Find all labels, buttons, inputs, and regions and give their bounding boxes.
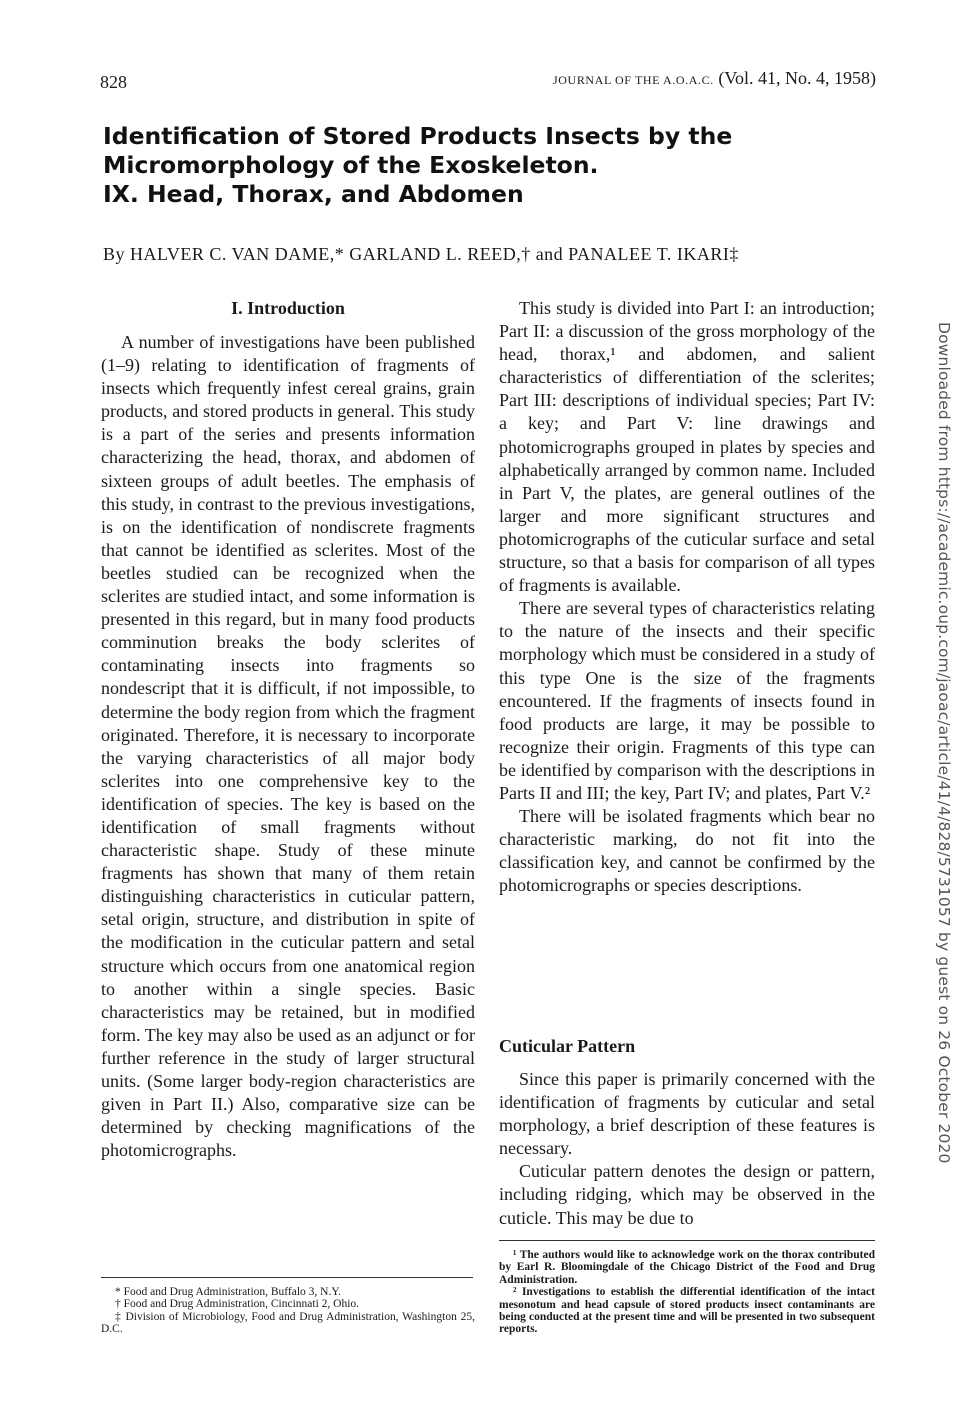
footnote-1: ¹ The authors would like to acknowledge work on the thorax contributed by Earl R. Bloomingdale of the Chicago District of the Food and Drug Administration.: [499, 1249, 875, 1286]
author-line: By HALVER C. VAN DAME,* GARLAND L. REED,† and PANALEE T. IKARI‡: [103, 244, 739, 264]
title-line-1: Identification of Stored Products Insects by the: [103, 122, 733, 150]
section-heading-cuticular-pattern: Cuticular Pattern: [499, 1036, 636, 1056]
footnote-affiliation-1: * Food and Drug Administration, Buffalo 3, N.Y.: [115, 1286, 342, 1298]
footnote-divider-right: [499, 1240, 875, 1241]
footnote-2: ² Investigations to establish the differential identification of the intact mesonotum and head capsule of stored products insect contaminants are being conducted at the present time and will be presented in two subsequent reports.: [499, 1286, 875, 1336]
footnotes: [499, 1249, 875, 1336]
download-watermark-text: Downloaded from https://academic.oup.com/jaoac/article/41/4/828/5731057 by guest on 26 October 2020: [935, 322, 953, 1164]
article-title: [103, 122, 863, 209]
issue-info: (Vol. 41, No. 4, 1958): [718, 68, 876, 88]
title-line-2: Micromorphology of the Exoskeleton.: [103, 151, 599, 179]
left-column: [101, 331, 475, 1162]
intro-paragraph: A number of investigations have been published (1–9) relating to identification of fragments of insects which frequently infest cereal grains, grain products, and stored products in general. This study is a part of the series and presents information characterizing the head, thorax, and abdomen of sixteen groups of adult beetles. The emphasis of this study, in contrast to the previous investigations, is on the identification of nondiscrete fragments that cannot be identified as sclerites. Most of the beetles studied can be recognized when the sclerites are studied intact, and some information is presented in this regard, but in many food products comminution breaks the body sclerites of contaminating insects into fragments so nondescript that it is difficult, if not impossible, to determine the body region from which the fragment originated. Therefore, it is necessary to incorporate the varying characteristics of all major body sclerites into one comprehensive key to the identification of species. The key is based on the identification of small fragments without characteristic shape. Study of these minute fragments has shown that many of them retain distinguishing characteristics in cuticular pattern, setal origin, structure, and distribution in spite of the modification in the cuticular pattern and setal structure which occurs from one anatomical region to another within a single species. Basic characteristics may be retained, but in modified form. The key may also be used as an adjunct or for further reference in the study of larger structural units. (Some larger body-region characteristics are given in Part II.) Also, comparative size can be determined by checking magnifications of the photomicrographs.: [101, 332, 475, 1161]
author-affiliations: [101, 1286, 475, 1336]
paragraph-isolated-fragments: There will be isolated fragments which bear no characteristic marking, do not fit into the classification key, and cannot be confirmed by the photomicrographs or species descriptions.: [499, 806, 875, 896]
cuticular-section: [499, 1068, 875, 1230]
running-header: [553, 68, 876, 89]
journal-name: JOURNAL OF THE A.O.A.C.: [553, 73, 714, 87]
page-number: 828: [100, 72, 127, 92]
paragraph-characteristics: There are several types of characteristics relating to the nature of the insects and their specific morphology which must be considered in a study of this type One is the size of the fragments encountered. If the fragments of insects found in food products are large, it may be possible to recognize their origin. Fragments of this type can be identified by comparison with the descriptions in Parts II and III; the key, Part IV; and plates, Part V.²: [499, 598, 875, 803]
footnote-affiliation-3: ‡ Division of Microbiology, Food and Drug Administration, Washington 25, D.C.: [101, 1310, 475, 1336]
section-heading-introduction: I. Introduction: [231, 298, 345, 318]
download-watermark: [933, 322, 953, 1164]
footnote-affiliation-2: † Food and Drug Administration, Cincinnati 2, Ohio.: [115, 1298, 360, 1311]
paragraph-cuticular-1: Since this paper is primarily concerned with the identification of fragments by cuticular and setal morphology, a brief description of these features is necessary.: [499, 1069, 875, 1159]
footnote-divider-left: [101, 1277, 473, 1278]
right-column: [499, 297, 875, 897]
title-line-3: IX. Head, Thorax, and Abdomen: [103, 180, 524, 208]
paragraph-study-parts: This study is divided into Part I: an introduction; Part II: a discussion of the gross morphology of the head, thorax,¹ and abdomen, and salient characteristics of differentiation of the sclerites; Part III: descriptions of individual species; Part IV: a key; and Part V: line drawings and photomicrographs grouped in plates by species and alphabetically arranged by common name. Included in Part V, the plates, are general outlines of the larger and more significant structures and photomicrographs of the cuticular surface and setal structure, so that a basis for comparison of all types of fragments is available.: [499, 298, 875, 596]
paragraph-cuticular-2: Cuticular pattern denotes the design or pattern, including ridging, which may be observed in the cuticle. This may be due to: [499, 1161, 875, 1228]
